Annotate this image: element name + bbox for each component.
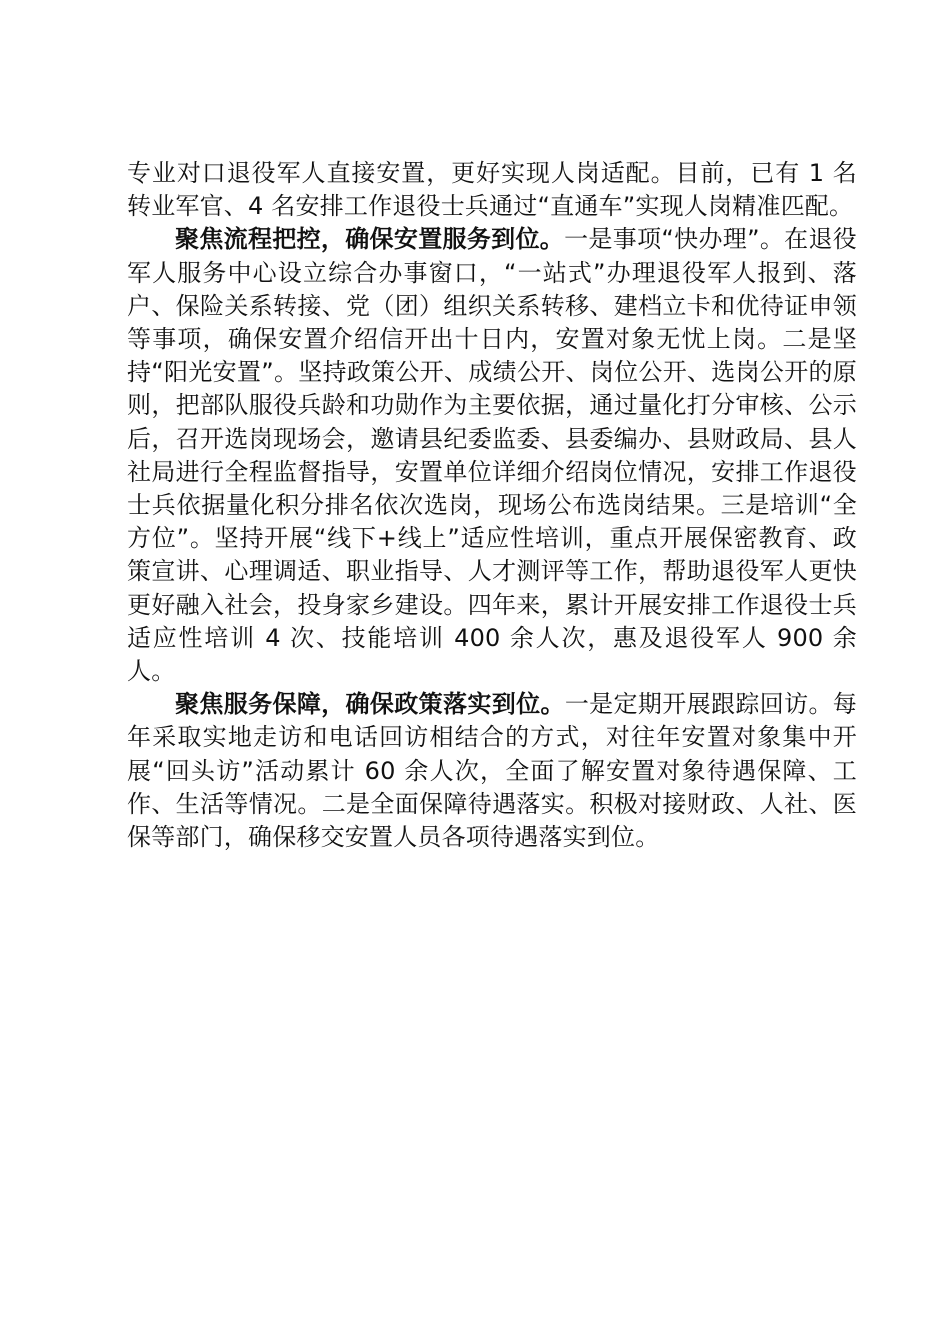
paragraph-1 xyxy=(127,157,857,223)
paragraph-3-text: 一是定期开展跟踪回访。每年采取实地走访和电话回访相结合的方式，对往年安置对象集中开展“回头访”活动累计 60 余人次，全面了解安置对象待遇保障、工作、生活等情况。二是全面保障待遇落实。积极对接财政、人社、医保等部门，确保移交安置人员各项待遇落实到位。 xyxy=(127,690,858,852)
paragraph-2-heading: 聚焦流程把控，确保安置服务到位。 xyxy=(175,225,565,254)
paragraph-1-text: 专业对口退役军人直接安置，更好实现人岗适配。目前，已有 1 名转业军官、4 名安排工作退役士兵通过“直通车”实现人岗精准匹配。 xyxy=(127,159,857,221)
paragraph-2-text: 一是事项“快办理”。在退役军人服务中心设立综合办事窗口，“一站式”办理退役军人报到、落户、保险关系转接、党（团）组织关系转移、建档立卡和优待证申领等事项，确保安置介绍信开出十日内，安置对象无忧上岗。二是坚持“阳光安置”。坚持政策公开、成绩公开、岗位公开、选岗公开的原则，把部队服役兵龄和功勋作为主要依据，通过量化打分审核、公示后，召开选岗现场会，邀请县纪委监委、县委编办、县财政局、县人社局进行全程监督指导，安置单位详细介绍岗位情况，安排工作退役士兵依据量化积分排名依次选岗，现场公布选岗结果。三是培训“全方位”。坚持开展“线下+线上”适应性培训，重点开展保密教育、政策宣讲、心理调适、职业指导、人才测评等工作，帮助退役军人更快更好融入社会，投身家乡建设。四年来，累计开展安排工作退役士兵适应性培训 4 次、技能培训 400 余人次，惠及退役军人 900 余人。 xyxy=(127,225,858,686)
document-body xyxy=(127,157,857,854)
paragraph-3-heading: 聚焦服务保障，确保政策落实到位。 xyxy=(175,690,565,719)
paragraph-2 xyxy=(127,223,857,688)
paragraph-3 xyxy=(127,688,857,854)
